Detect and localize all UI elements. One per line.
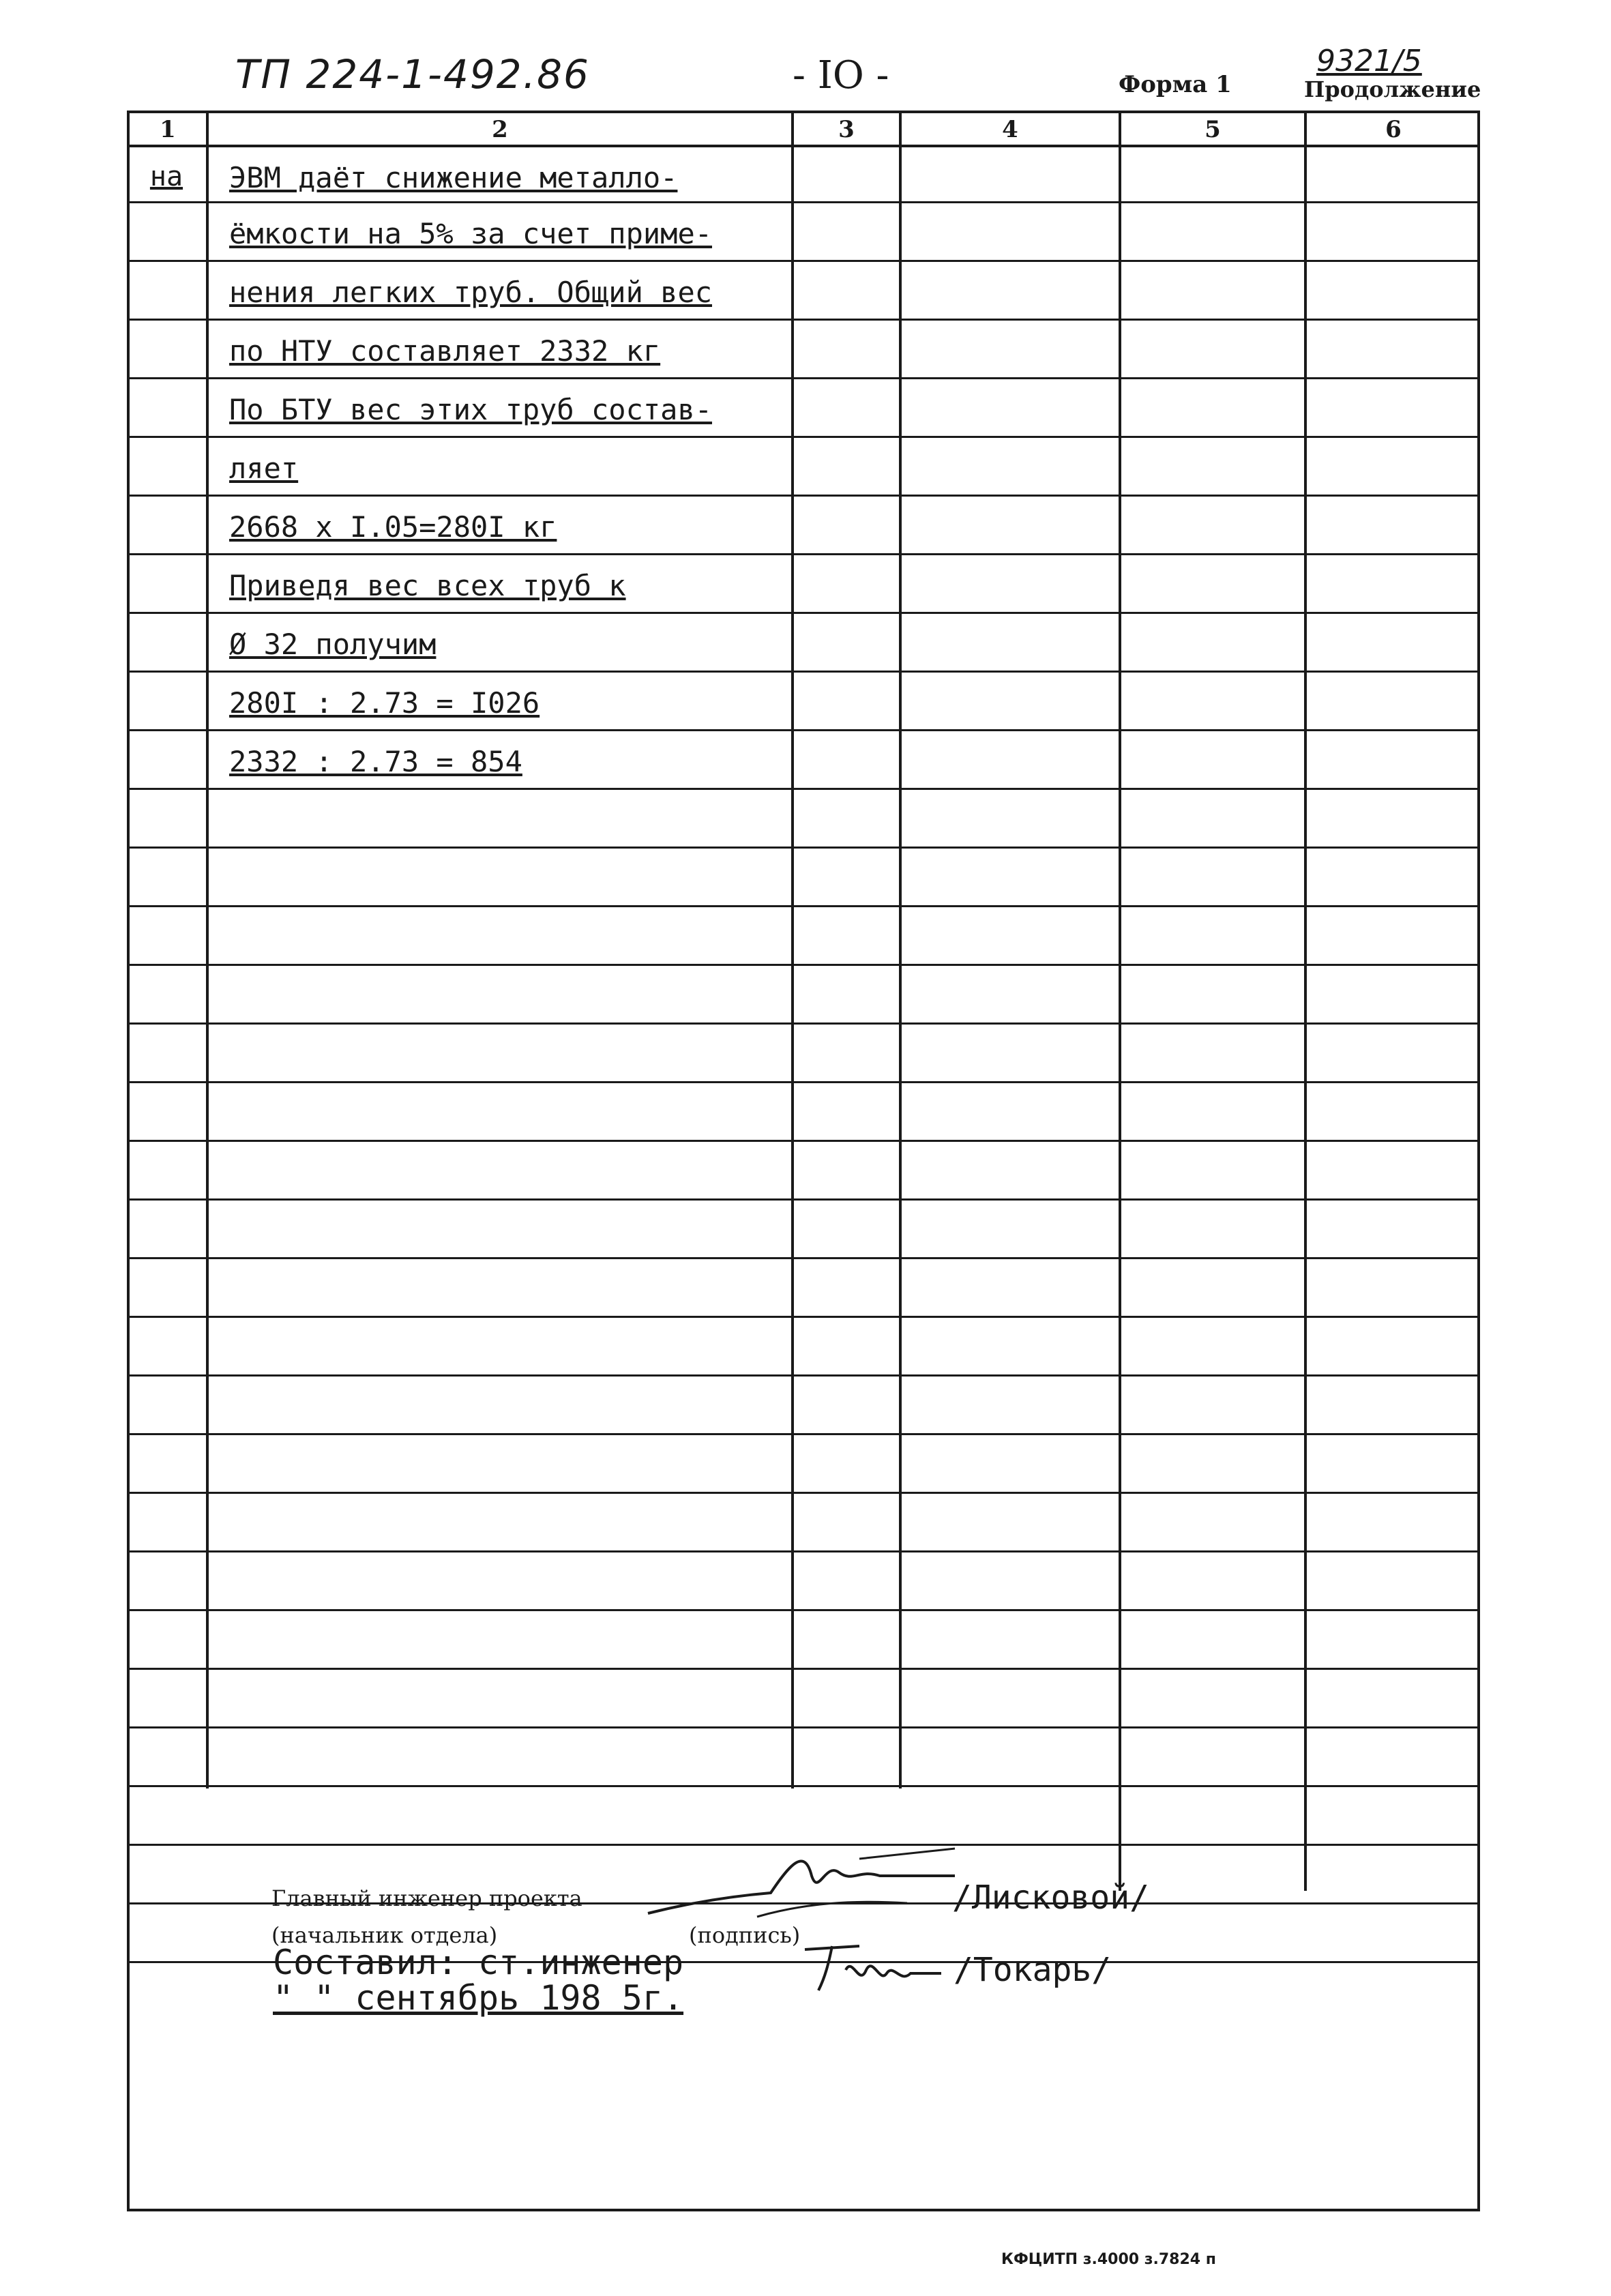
column-number: 3 [838, 116, 855, 143]
column-number: 2 [492, 116, 508, 143]
table-row [127, 497, 1480, 555]
table-row [127, 1142, 1480, 1201]
table-row [127, 731, 1480, 790]
row-col2: 2332 : 2.73 = 854 [229, 745, 522, 778]
date-line: " " сентябрь 198 5г. [273, 1978, 684, 2018]
compiled-by-label: Составил: ст.инженер [273, 1943, 684, 1982]
table-row [127, 262, 1480, 321]
row-col2: По БТУ вес этих труб состав- [229, 393, 713, 426]
handwritten-signature [798, 1936, 948, 1997]
table-row [127, 1494, 1480, 1552]
table-row [127, 145, 1480, 203]
form-label: Форма 1 [1119, 71, 1232, 98]
table-row [127, 1259, 1480, 1318]
table-row [127, 1552, 1480, 1611]
column-number: 5 [1204, 116, 1221, 143]
row-col2: по НТУ составляет 2332 кг [229, 334, 661, 368]
page-number: - IO - [793, 53, 889, 98]
row-col2: нения легких труб. Общий вес [229, 276, 713, 309]
table-row [127, 379, 1480, 438]
chief-engineer-label: Главный инженер проекта [271, 1885, 582, 1911]
table-row [127, 1318, 1480, 1377]
handwritten-signature [634, 1835, 962, 1924]
dept-head-label: (начальник отдела) [271, 1922, 498, 1948]
table-row [127, 1083, 1480, 1142]
table-row [127, 1611, 1480, 1670]
row-col2: 280I : 2.73 = I026 [229, 686, 540, 720]
table-row [127, 1201, 1480, 1259]
row-col2: Приведя вес всех труб к [229, 569, 626, 602]
table-body [127, 145, 1480, 1963]
table-row [127, 614, 1480, 673]
table-row [127, 555, 1480, 614]
table-row [127, 1435, 1480, 1494]
signature-caption: (подпись) [689, 1922, 801, 1948]
continuation-label: Продолжение [1304, 76, 1481, 102]
table-row [127, 673, 1480, 731]
row-col2: Ø 32 получим [229, 628, 437, 661]
row-col2: ляет [229, 452, 299, 485]
signer-name-1: /Лисковой/ [952, 1879, 1149, 1917]
table-row [127, 1377, 1480, 1435]
table-row [127, 438, 1480, 497]
row-col2: ёмкости на 5% за счет приме- [229, 217, 713, 250]
table-row [127, 203, 1480, 262]
table-row [127, 321, 1480, 379]
table-row [127, 1025, 1480, 1083]
document-number: ТП 224-1-492.86 [235, 51, 590, 98]
column-number: 6 [1385, 116, 1402, 143]
row-col2: 2668 x I.05=280I кг [229, 510, 557, 544]
table-row [127, 849, 1480, 907]
table-row [127, 1670, 1480, 1728]
table-row [127, 907, 1480, 966]
sheet-number: 9321/5 [1316, 44, 1422, 78]
column-number: 1 [160, 116, 176, 143]
row-col1: на [149, 161, 183, 192]
column-number: 4 [1002, 116, 1018, 143]
signer-name-2: /Токарь/ [954, 1951, 1112, 1989]
table-row [127, 966, 1480, 1025]
table-row [127, 1728, 1480, 1787]
row-col2: ЭВМ даёт снижение металло- [229, 161, 678, 194]
print-stamp: КФЦИТП з.4000 з.7824 п [1001, 2251, 1216, 2268]
table-row [127, 790, 1480, 849]
